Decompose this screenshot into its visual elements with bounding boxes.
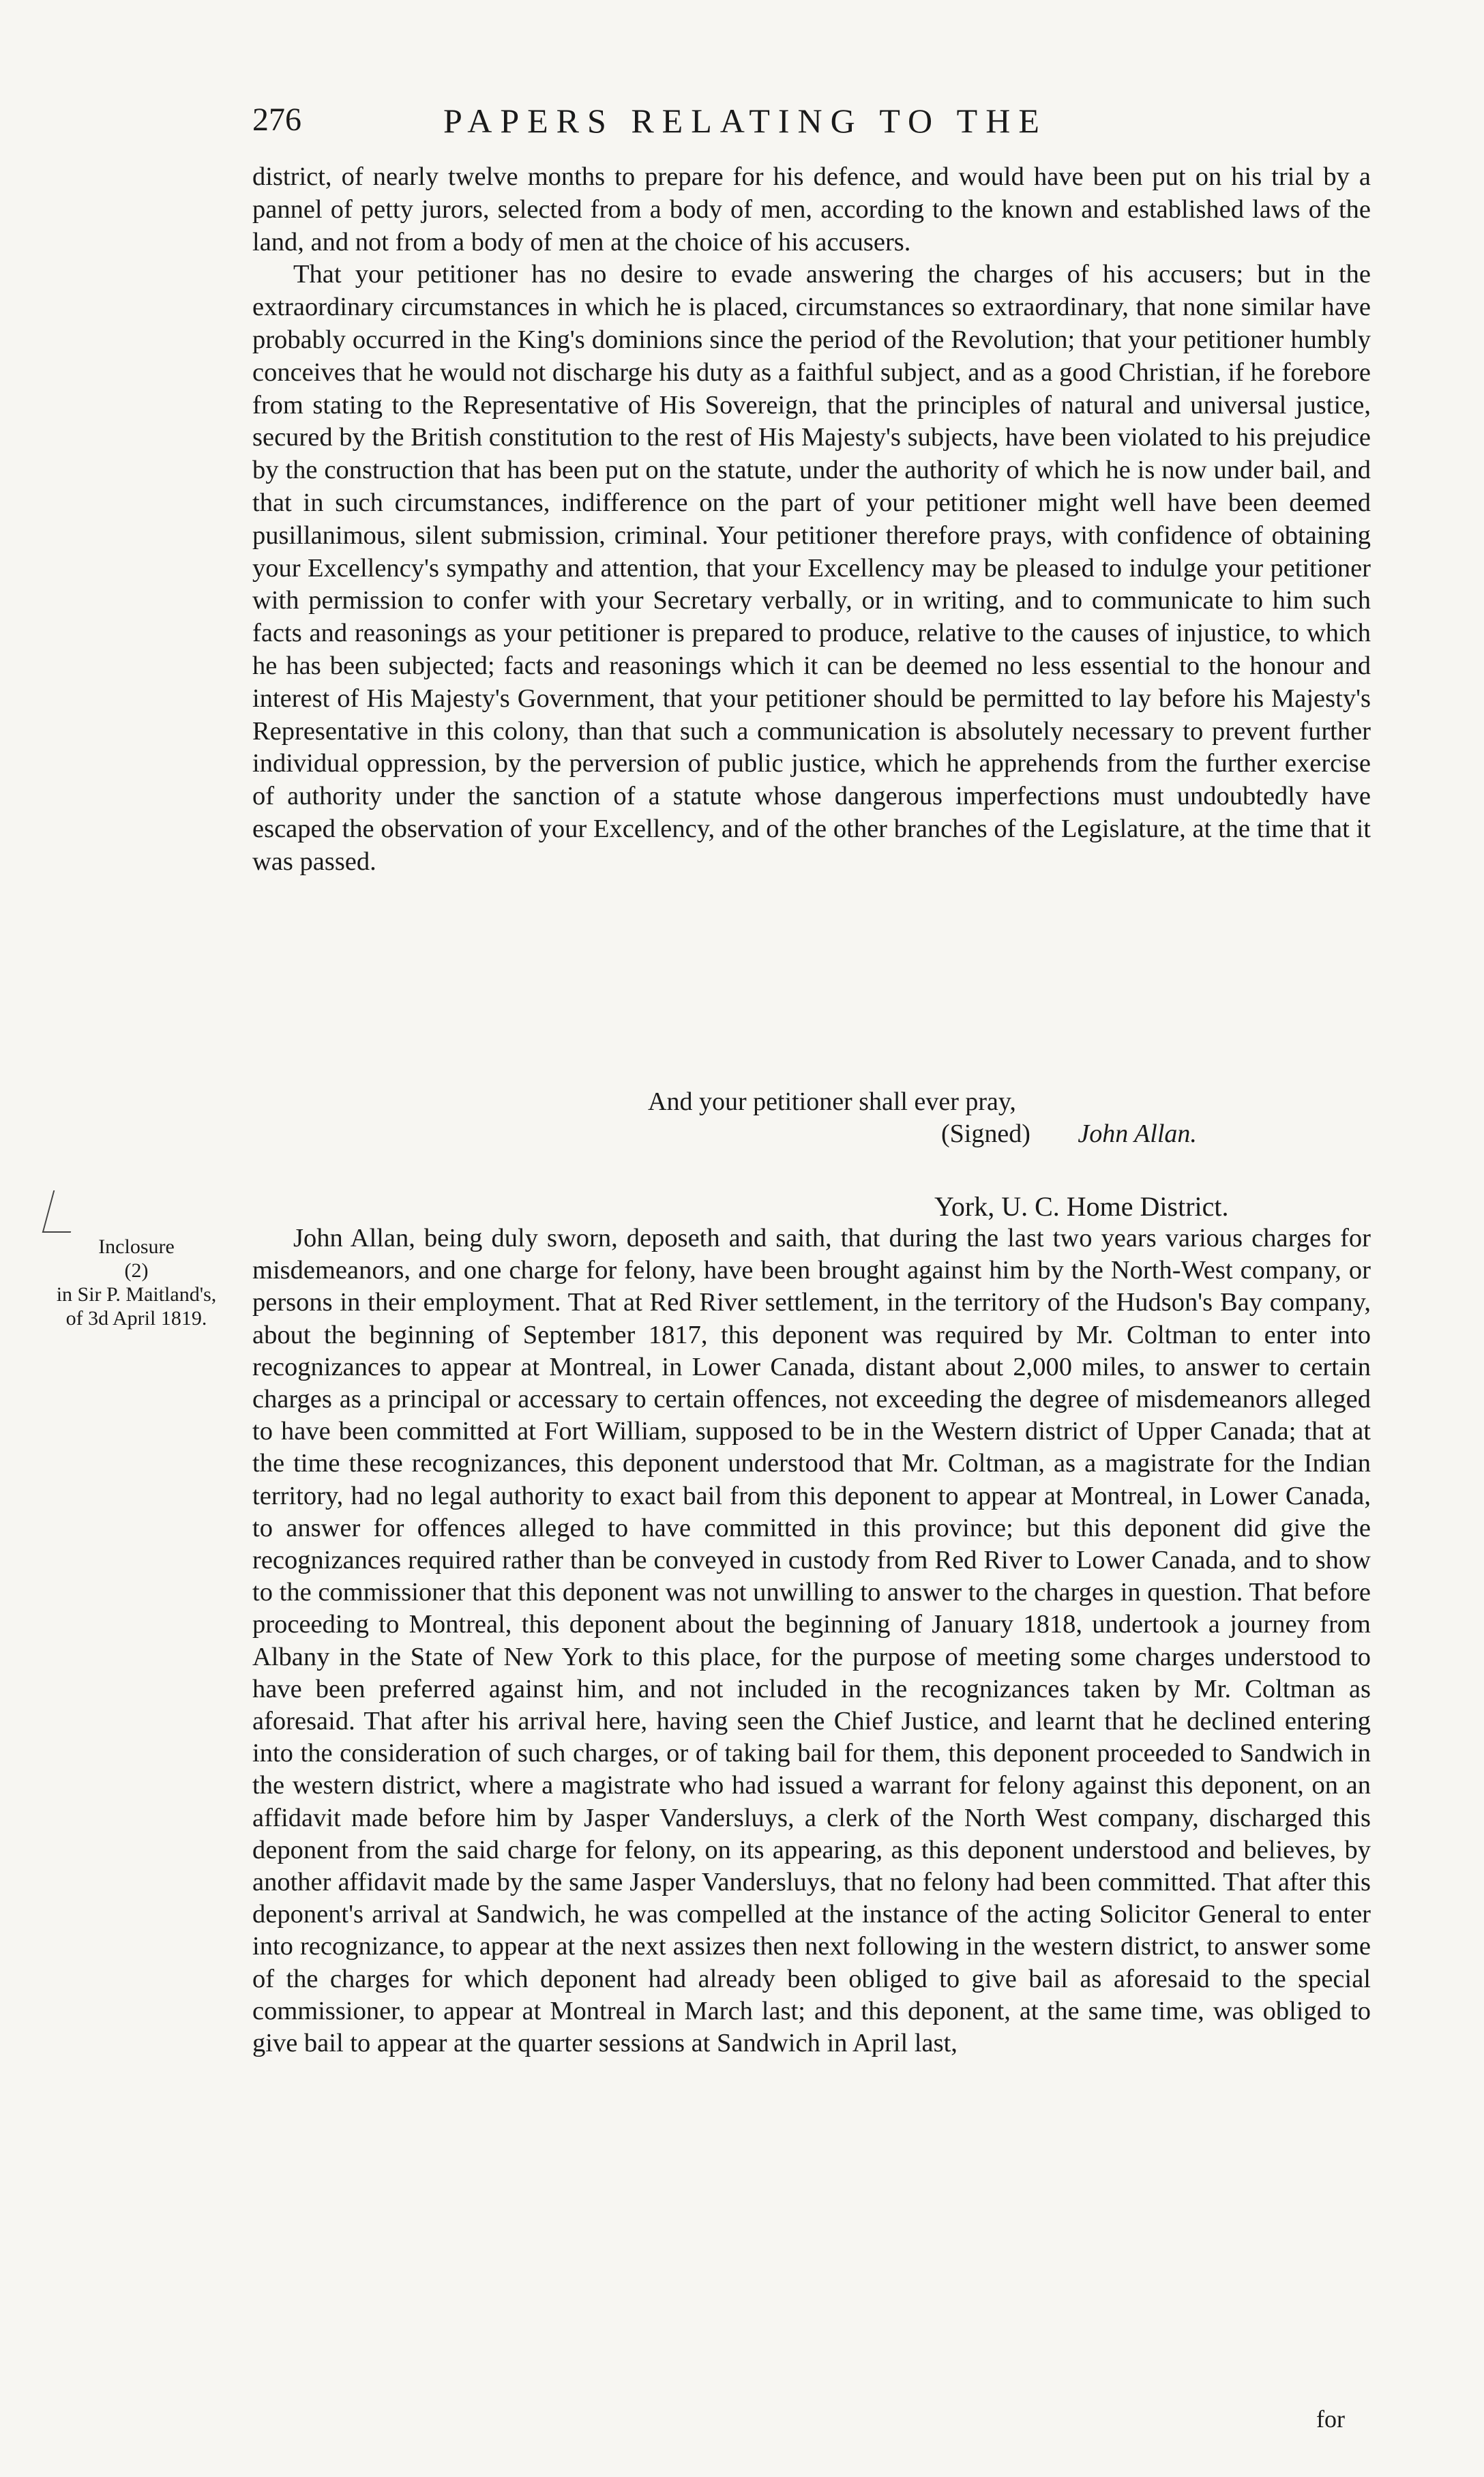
- petition-closing: And your petitioner shall ever pray,: [648, 1087, 1016, 1116]
- petition-text: [252, 161, 1371, 879]
- marginal-note: [27, 1235, 246, 1330]
- page-number: 276: [252, 102, 301, 138]
- marginal-note-line: of 3d April 1819.: [65, 1307, 207, 1330]
- running-head: PAPERS RELATING TO THE: [443, 102, 1048, 140]
- petition-paragraph-1: district, of nearly twelve months to prepare for his defence, and would have been put on his trial by a pannel of petty jurors, selected from a body of men, according to the known and established laws of the land, and not from a body of men at the choice of his accusers.: [252, 162, 1371, 257]
- margin-bracket: [42, 1190, 83, 1233]
- signed-label: (Signed): [941, 1119, 1030, 1148]
- affidavit-text: [252, 1222, 1371, 2060]
- signature-line: [941, 1119, 1197, 1149]
- marginal-note-line: (2): [124, 1259, 149, 1282]
- marginal-note-line: Inclosure: [98, 1235, 175, 1258]
- petition-paragraph-2: That your petitioner has no desire to evade answering the charges of his accusers; but in the extraordinary circumstances in which he is placed, circumstances so extraordinary, that none similar have probably occurred in the King's dominions since the period of the Revolution; that your petitioner humbly conceives that he would not discharge his duty as a faithful subject, and as a good Christian, if he forebore from stating to the Representative of His Sovereign, that the principles of natural and universal justice, secured by the British constitution to the rest of His Majesty's subjects, have been violated to his prejudice by the construction that has been put on the statute, under the authority of which he is now under bail, and that in such circumstances, indifference on the part of your petitioner might well have been deemed pusillanimous, silent submission, criminal. Your petitioner therefore prays, with confidence of obtaining your Excellency's sympathy and attention, that your Excellency may be pleased to indulge your petitioner with permission to confer with your Secretary verbally, or in writing, and to communicate to him such facts and reasonings as your petitioner is prepared to produce, relative to the causes of injustice, to which he has been subjected; facts and reasonings which it can be deemed no less essential to the honour and interest of His Majesty's Government, that your petitioner should be permitted to lay before his Majesty's Representative in this colony, than that such a communication is absolutely necessary to prevent further individual oppression, by the perversion of public justice, which he apprehends from the further exercise of authority under the sanction of a statute whose dangerous imperfections must undoubtedly have escaped the observation of your Excellency, and of the other branches of the Legislature, at the time that it was passed.: [252, 260, 1371, 876]
- marginal-note-line: in Sir P. Maitland's,: [56, 1283, 217, 1306]
- affidavit-place: York, U. C. Home District.: [934, 1191, 1229, 1222]
- affidavit-paragraph: John Allan, being duly sworn, deposeth and saith, that during the last two years various charges for misdemeanors, and one charge for felony, have been brought against him by the North-West company, or persons in their employment. That at Red River settlement, in the territory of the Hudson's Bay company, about the beginning of September 1817, this deponent was required by Mr. Coltman to enter into recognizances to appear at Montreal, in Lower Canada, distant about 2,000 miles, to answer to certain charges as a principal or accessary to certain offences, not exceeding the degree of misdemeanors alleged to have been committed at Fort William, supposed to be in the Western district of Upper Canada; that at the time these recognizances, this deponent understood that Mr. Coltman, as a magistrate for the Indian territory, had no legal authority to exact bail from this deponent to appear at Montreal, in Lower Canada, to answer for offences alleged to have committed in this province; but this deponent did give the recognizances required rather than be conveyed in custody from Red River to Lower Canada, and to show to the commissioner that this deponent was not unwilling to answer to the charges in question. That before proceeding to Montreal, this deponent about the beginning of January 1818, undertook a journey from Albany in the State of New York to this place, for the purpose of meeting some charges understood to have been preferred against him, and not included in the recognizances taken by Mr. Coltman as aforesaid. That after his arrival here, having seen the Chief Justice, and learnt that he declined entering into the consideration of such charges, or of taking bail for them, this deponent proceeded to Sandwich in the western district, where a magistrate who had issued a warrant for felony against this deponent, on an affidavit made before him by Jasper Vandersluys, a clerk of the North West company, discharged this deponent from the said charge for felony, on its appearing, as this deponent understood and believes, by another affidavit made by the same Jasper Vandersluys, that no felony had been committed. That after this deponent's arrival at Sandwich, he was compelled at the instance of the acting Solicitor General to enter into recognizance, to appear at the next assizes then next following in the western district, to answer some of the charges for which deponent had already been obliged to give bail as aforesaid to the special commissioner, to appear at Montreal in March last; and this deponent, at the same time, was obliged to give bail to appear at the quarter sessions at Sandwich in April last,: [252, 1224, 1371, 2058]
- catchword: for: [1316, 2405, 1345, 2433]
- signature-name: John Allan.: [1078, 1119, 1197, 1148]
- page-header: [252, 101, 1371, 149]
